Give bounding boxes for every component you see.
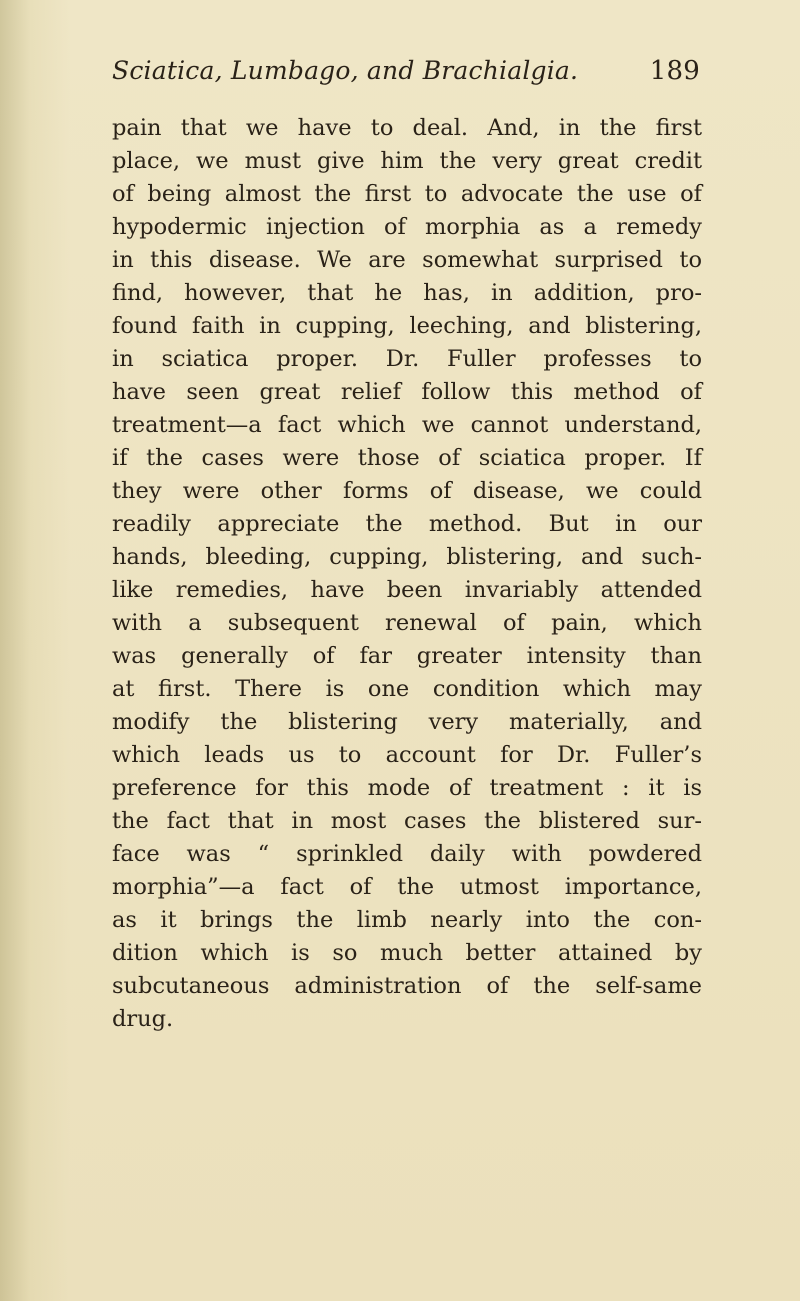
text-line: was generally of far greater intensity than	[112, 643, 702, 669]
page-number: 189	[649, 56, 700, 86]
text-line: drug.	[112, 1006, 174, 1032]
text-line: in this disease. We are somewhat surprised to	[112, 247, 702, 273]
text-line: hypodermic injection of morphia as a remedy	[112, 214, 702, 240]
text-line: treatment—a fact which we cannot understand,	[112, 412, 702, 438]
text-line: have seen great relief follow this method of	[112, 379, 702, 405]
running-title: Sciatica, Lumbago, and Brachialgia.	[112, 56, 579, 85]
text-line: with a subsequent renewal of pain, which	[112, 610, 702, 636]
running-head	[112, 56, 700, 96]
text-line: readily appreciate the method. But in our	[112, 511, 702, 537]
text-line: face was “ sprinkled daily with powdered	[112, 841, 702, 867]
text-line: as it brings the limb nearly into the con-	[112, 907, 702, 933]
text-line: modify the blistering very materially, and	[112, 709, 702, 735]
text-line: subcutaneous administration of the self-same	[112, 973, 702, 999]
text-line: place, we must give him the very great credit	[112, 148, 702, 174]
text-line: of being almost the first to advocate the use of	[112, 181, 702, 207]
text-line: hands, bleeding, cupping, blistering, and such-	[112, 544, 702, 570]
text-line: dition which is so much better attained by	[112, 940, 702, 966]
text-line: the fact that in most cases the blistered sur-	[112, 808, 702, 834]
text-line: at first. There is one condition which may	[112, 676, 702, 702]
body-paragraph	[112, 112, 702, 1036]
text-line: found faith in cupping, leeching, and blistering,	[112, 313, 702, 339]
text-line: which leads us to account for Dr. Fuller’s	[112, 742, 702, 768]
text-line: find, however, that he has, in addition, pro-	[112, 280, 702, 306]
text-line: preference for this mode of treatment : it is	[112, 775, 702, 801]
text-line: if the cases were those of sciatica proper. If	[112, 445, 702, 471]
text-line: pain that we have to deal. And, in the first	[112, 115, 702, 141]
text-line: they were other forms of disease, we could	[112, 478, 702, 504]
text-line: in sciatica proper. Dr. Fuller professes to	[112, 346, 702, 372]
text-line: morphia”—a fact of the utmost importance,	[112, 874, 702, 900]
text-line: like remedies, have been invariably attended	[112, 577, 702, 603]
